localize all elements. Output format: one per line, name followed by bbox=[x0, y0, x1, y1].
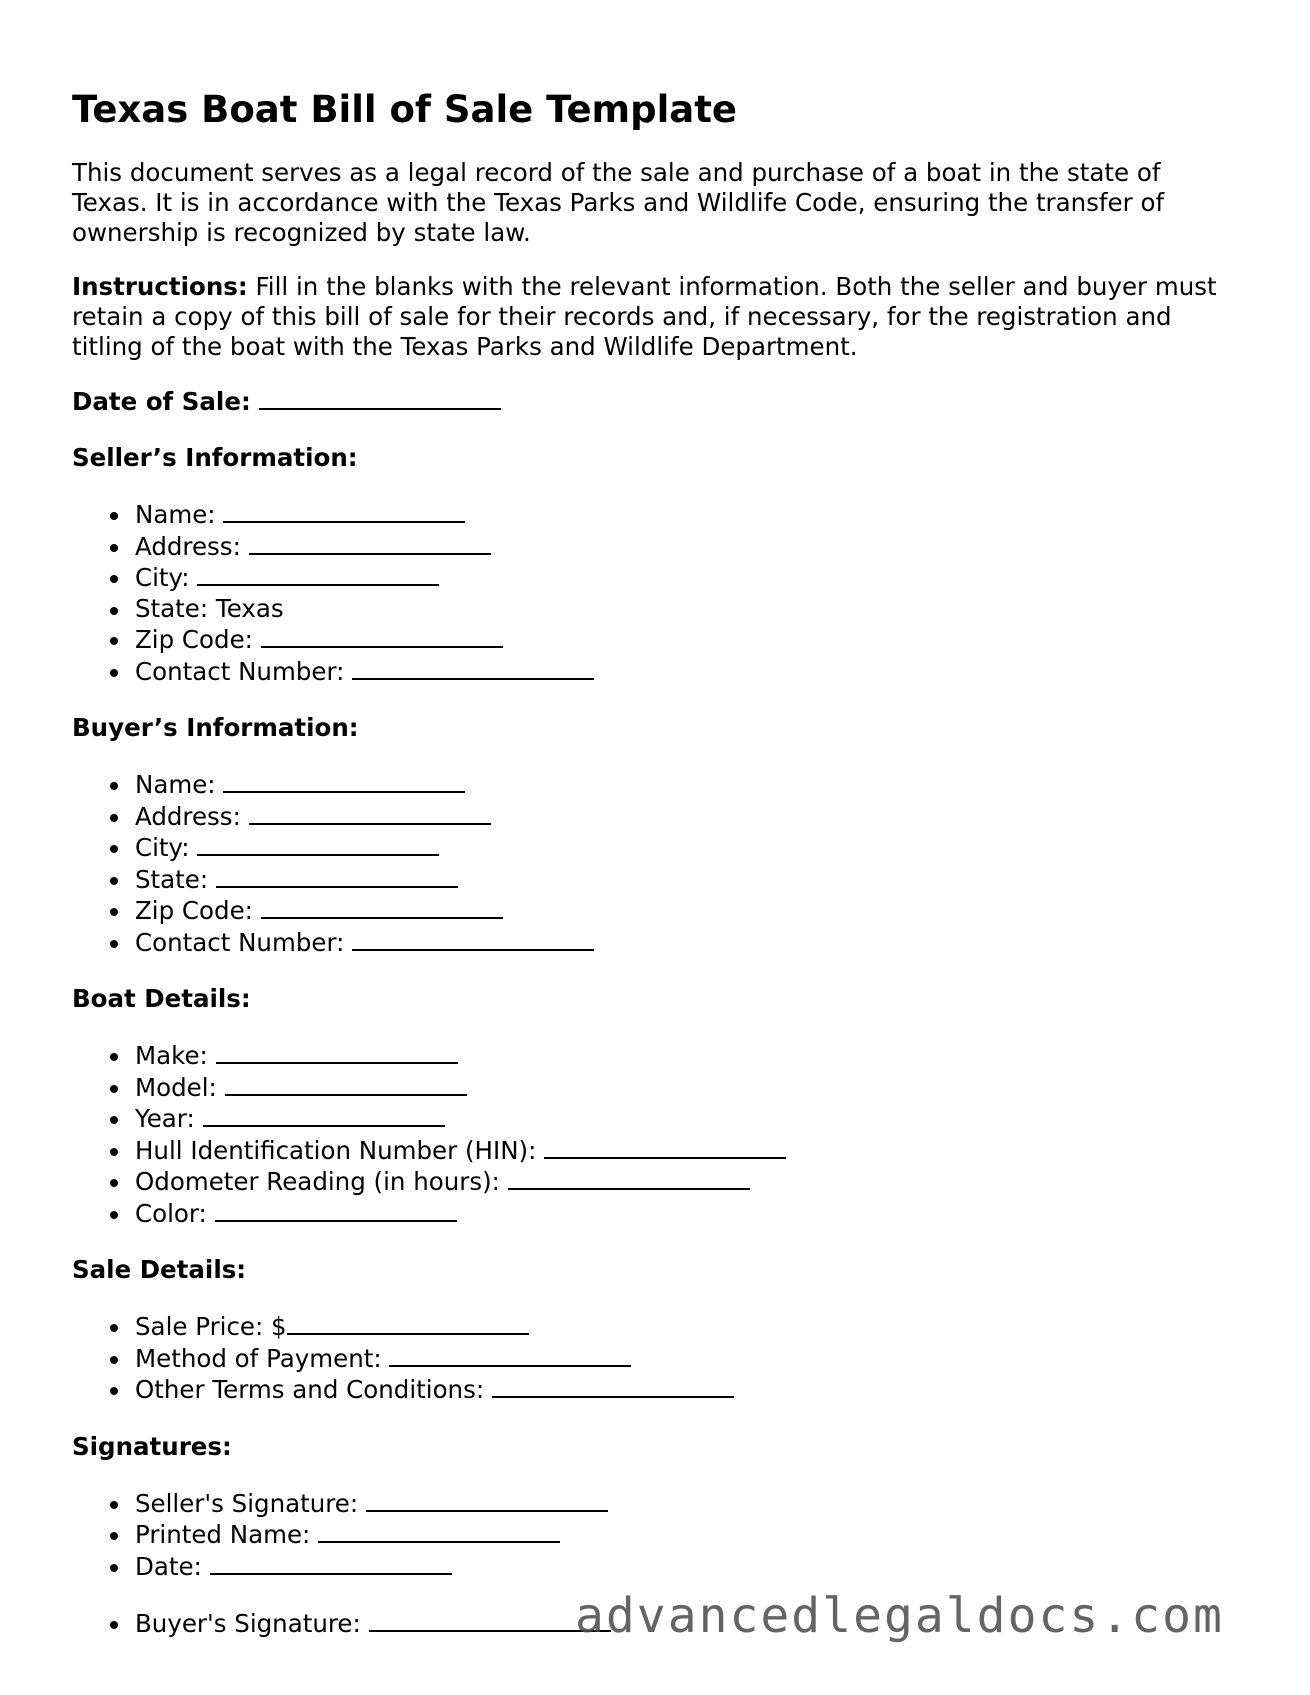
buyer-contact-blank[interactable] bbox=[352, 927, 594, 951]
instructions-paragraph bbox=[72, 272, 1222, 362]
list-item bbox=[135, 832, 1222, 864]
sale-price-blank[interactable] bbox=[287, 1311, 529, 1335]
intro-paragraph: This document serves as a legal record of the sale and purchase of a boat in the state of Texas. It is in accordance with the Texas Parks and Wildlife Code, ensuring the transfer of ownership is recognized by state law. bbox=[72, 158, 1165, 248]
list-item bbox=[135, 624, 1222, 656]
buyer-address-label: Address: bbox=[135, 801, 241, 831]
buyer-contact-label: Contact Number: bbox=[135, 927, 345, 957]
seller-address-label: Address: bbox=[135, 531, 241, 561]
document-page bbox=[72, 88, 1222, 1666]
boat-year-blank[interactable] bbox=[203, 1103, 445, 1127]
list-item bbox=[135, 499, 1222, 531]
list-item bbox=[135, 1551, 1222, 1583]
list-item bbox=[135, 895, 1222, 927]
sale-payment-label: Method of Payment: bbox=[135, 1343, 382, 1373]
signature-date-label: Date: bbox=[135, 1551, 202, 1581]
list-item bbox=[135, 1135, 1222, 1167]
boat-section-title: Boat Details: bbox=[72, 984, 251, 1014]
list-item bbox=[135, 1040, 1222, 1072]
printed-name-blank[interactable] bbox=[318, 1519, 560, 1543]
buyer-name-label: Name: bbox=[135, 770, 216, 800]
buyer-section-title: Buyer’s Information: bbox=[72, 713, 359, 743]
list-item bbox=[135, 1519, 1222, 1551]
list-item bbox=[135, 531, 1222, 563]
buyer-state-label: State: bbox=[135, 864, 209, 894]
seller-city-blank[interactable] bbox=[197, 562, 439, 586]
instructions-label: Instructions: bbox=[72, 272, 248, 302]
sale-payment-blank[interactable] bbox=[389, 1343, 631, 1367]
buyer-name-blank[interactable] bbox=[223, 769, 465, 793]
seller-contact-label: Contact Number: bbox=[135, 656, 345, 686]
seller-signature-blank[interactable] bbox=[366, 1488, 608, 1512]
watermark: advancedlegaldocs.com bbox=[575, 1588, 1224, 1644]
buyer-zip-blank[interactable] bbox=[261, 895, 503, 919]
date-of-sale-line bbox=[72, 386, 1222, 417]
list-item bbox=[135, 562, 1222, 594]
seller-zip-label: Zip Code: bbox=[135, 625, 253, 655]
list-item bbox=[135, 769, 1222, 801]
buyer-signature-label: Buyer's Signature: bbox=[135, 1609, 361, 1639]
document-title: Texas Boat Bill of Sale Template bbox=[72, 88, 738, 131]
seller-signature-label: Seller's Signature: bbox=[135, 1488, 359, 1518]
list-item bbox=[135, 1488, 1222, 1520]
list-item bbox=[135, 1103, 1222, 1135]
list-item bbox=[135, 1311, 1222, 1343]
boat-color-label: Color: bbox=[135, 1198, 207, 1228]
boat-odometer-label: Odometer Reading (in hours): bbox=[135, 1167, 500, 1197]
buyer-state-blank[interactable] bbox=[216, 864, 458, 888]
list-item bbox=[135, 1374, 1222, 1406]
boat-model-blank[interactable] bbox=[225, 1072, 467, 1096]
list-item bbox=[135, 1198, 1222, 1230]
seller-address-blank[interactable] bbox=[249, 531, 491, 555]
sale-price-label: Sale Price: $ bbox=[135, 1312, 287, 1342]
buyer-city-label: City: bbox=[135, 833, 190, 863]
date-of-sale-blank[interactable] bbox=[259, 386, 501, 410]
seller-state-label: State: Texas bbox=[135, 593, 284, 623]
seller-city-label: City: bbox=[135, 563, 190, 593]
buyer-zip-label: Zip Code: bbox=[135, 896, 253, 926]
signatures-section-title: Signatures: bbox=[72, 1431, 232, 1461]
list-item bbox=[135, 1072, 1222, 1104]
boat-make-blank[interactable] bbox=[216, 1040, 458, 1064]
seller-name-label: Name: bbox=[135, 500, 216, 530]
seller-signature-list bbox=[72, 1488, 1222, 1583]
buyer-fields-list bbox=[72, 769, 1222, 958]
boat-hin-label: Hull Identification Number (HIN): bbox=[135, 1135, 537, 1165]
list-item bbox=[135, 656, 1222, 688]
list-item bbox=[135, 1343, 1222, 1375]
list-item bbox=[135, 594, 1222, 625]
boat-year-label: Year: bbox=[135, 1104, 195, 1134]
boat-color-blank[interactable] bbox=[215, 1198, 457, 1222]
list-item bbox=[135, 1166, 1222, 1198]
printed-name-label: Printed Name: bbox=[135, 1520, 311, 1550]
boat-fields-list bbox=[72, 1040, 1222, 1229]
sale-section-title: Sale Details: bbox=[72, 1255, 247, 1285]
seller-fields-list bbox=[72, 499, 1222, 687]
sale-fields-list bbox=[72, 1311, 1222, 1406]
list-item bbox=[135, 801, 1222, 833]
buyer-address-blank[interactable] bbox=[249, 801, 491, 825]
boat-make-label: Make: bbox=[135, 1041, 208, 1071]
seller-name-blank[interactable] bbox=[223, 499, 465, 523]
seller-contact-blank[interactable] bbox=[352, 656, 594, 680]
boat-model-label: Model: bbox=[135, 1072, 217, 1102]
buyer-city-blank[interactable] bbox=[197, 832, 439, 856]
list-item bbox=[135, 927, 1222, 959]
seller-section-title: Seller’s Information: bbox=[72, 443, 358, 473]
sale-terms-label: Other Terms and Conditions: bbox=[135, 1375, 485, 1405]
signature-date-blank[interactable] bbox=[210, 1551, 452, 1575]
instructions-text: Fill in the blanks with the relevant information. Both the seller and buyer must retain a copy of this bill of sale for their records and, if necessary, for the registration and titling of the boat with the Texas Parks and Wildlife Department. bbox=[72, 272, 1217, 362]
list-item bbox=[135, 864, 1222, 896]
seller-zip-blank[interactable] bbox=[261, 624, 503, 648]
boat-odometer-blank[interactable] bbox=[508, 1166, 750, 1190]
boat-hin-blank[interactable] bbox=[544, 1135, 786, 1159]
date-of-sale-label: Date of Sale: bbox=[72, 387, 251, 417]
sale-terms-blank[interactable] bbox=[492, 1374, 734, 1398]
